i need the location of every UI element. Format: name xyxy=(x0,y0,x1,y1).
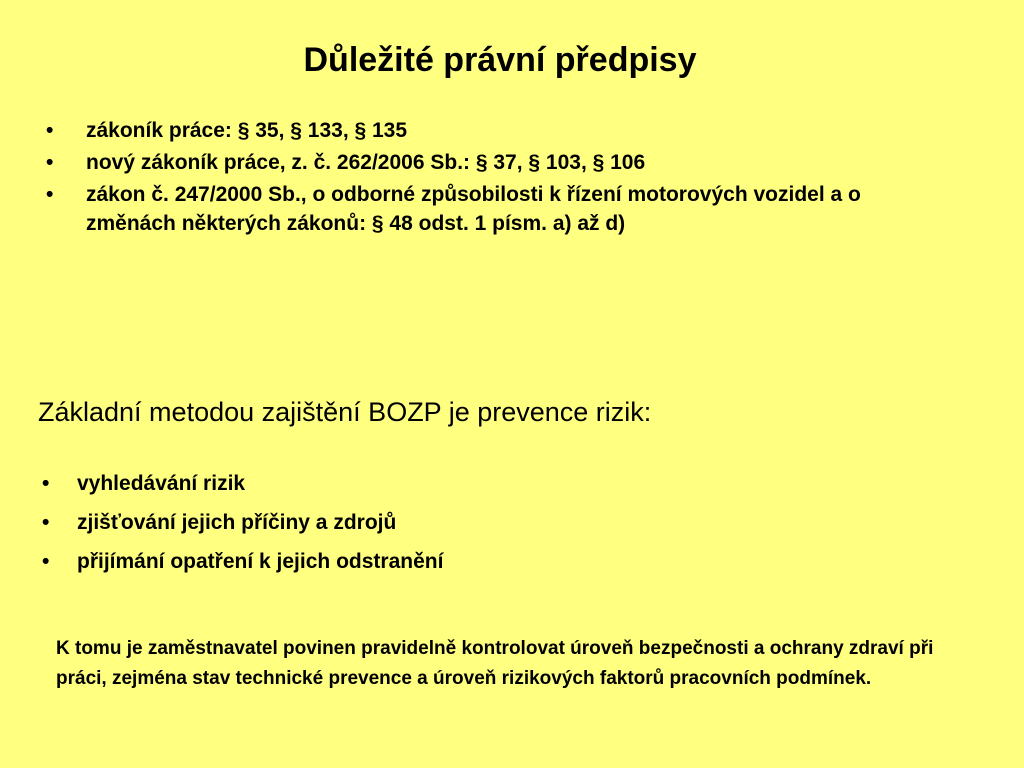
bullet-icon: • xyxy=(42,472,50,495)
list-item xyxy=(46,148,946,177)
bullet-icon: • xyxy=(46,151,54,174)
list-item xyxy=(42,470,942,498)
bullet-icon: • xyxy=(46,183,54,206)
list-item-text: vyhledávání rizik xyxy=(77,472,246,495)
prevention-list xyxy=(42,470,942,587)
list-item-text: nový zákoník práce, z. č. 262/2006 Sb.: § 37, § 103, § 106 xyxy=(86,151,646,174)
bullet-icon: • xyxy=(42,511,50,534)
bullet-icon: • xyxy=(46,119,54,142)
prevention-heading: Základní metodou zajištění BOZP je prevence rizik: xyxy=(38,397,652,427)
employer-obligation-note: K tomu je zaměstnavatel povinen pravidelně kontrolovat úroveň bezpečnosti a ochrany zdraví při práci, zejména stav technické prevence a úroveň rizikových faktorů pracovních podmínek. xyxy=(56,638,934,689)
list-item xyxy=(46,180,946,238)
list-item xyxy=(42,548,942,576)
slide-title: Důležité právní předpisy xyxy=(303,41,697,79)
legal-regulations-list xyxy=(46,116,946,241)
list-item xyxy=(42,509,942,537)
list-item xyxy=(46,116,946,145)
list-item-text: zákon č. 247/2000 Sb., o odborné způsobilosti k řízení motorových vozidel a o změnách některých zákonů: § 48 odst. 1 písm. a) až d) xyxy=(86,183,861,235)
list-item-text: zjišťování jejich příčiny a zdrojů xyxy=(77,511,397,534)
list-item-text: přijímání opatření k jejich odstranění xyxy=(77,550,444,573)
bullet-icon: • xyxy=(42,550,50,573)
list-item-text: zákoník práce: § 35, § 133, § 135 xyxy=(86,119,408,142)
